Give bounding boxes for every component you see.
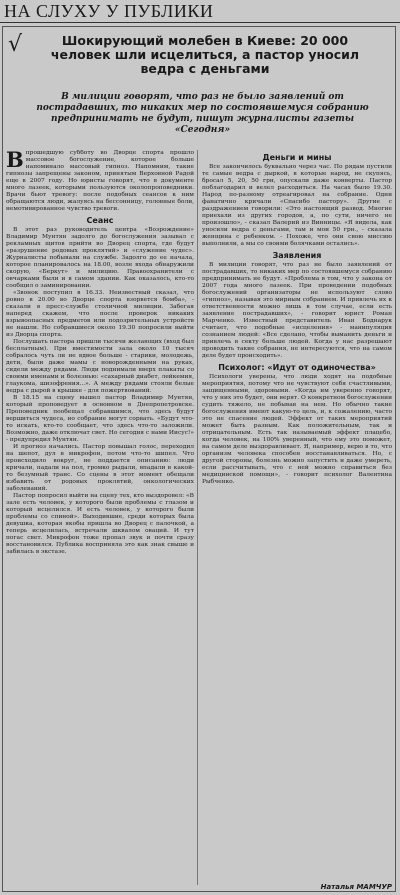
column-left (6, 150, 194, 886)
paragraph: В милиции говорят, что раз не было заявлений от пострадавших, то никаких мер по состоявшемуся собранию предпринимать не будут. «Проблема в том, что у закона от 2007 года много лазеек. При проведении подобных богослужений организаторы не используют слово «гипноз», называя это мирным собранием. И привлечь их к ответственности можно лишь в том случае, если есть заявление пострадавших», - говорит юрист Роман Марченко. Известный представитель Иван Боднарук считает, что подобные «исцеления» - манипуляция сознанием людей: «Все сделано, чтобы выманить деньги и привлечь в секту больше людей. Когда у нас разрешают проводить такие собрания, не интересуются, что на самом деле будет происходить». (202, 262, 392, 359)
paragraph: Психологи уверены, что люди ходят на подобные мероприятия, потому что не чувствуют себя счастливыми, защищенными, здоровыми. «Когда им уверенно говорят, что у них это будет, они верят. О конкретном богослужении судить тяжело, не побывав на нем. Но обычно такие богослужения имеют какую-то цель, и, к сожалению, часто это не спасение людей. Эффект от таких мероприятий может быть разным. Как положительным, так и отрицательным. Есть так называемый эффект плацебо, когда человек, на 100% уверенный, что ему это поможет, на самом деле выздоравливает. Я, например, верю в то, что организм человека способен восстанавливаться. Но, с другой стороны, болезнь можно запустить и даже умереть, если рассчитывать, что с ней можно справиться без медицинской помощи», - говорит психолог Валентина Рыбченко. (202, 374, 392, 485)
paragraph: В 18.15 на сцену вышел пастор Владимир Мунтян, который проповедует в основном в Днепропетровске. Проповедник пообещал собравшимся, что здесь будут вершиться чудеса, но собрание могут сорвать. «Будут что-то искать, кто-то сообщает, что здесь что-то заложили. Возможно, даже отключат свет. Но сегодня с нами Иисус!» - предупредил Мунтян. (6, 395, 194, 443)
drop-cap: В (6, 150, 24, 172)
paragraph: В этот раз руководитель центра «Возрождение» Владимир Мунтян задолго до богослужения зазывал с рекламных щитов прийти во Дворец спорта, где будут «разрушение родовых проклятий» и «служение чудес». Журналисты побывали на службе. Задолго до ее начала, которое планировалось на 18.00, возле входа обнаружили скорую, «Беркут» и милицию. Правоохранители с овчарками были и в самом здании. Как оказалось, кто-то сообщил о заминировании. (6, 227, 194, 289)
section-heading-seans: Сеанс (86, 216, 114, 225)
intro-text: прошедшую субботу во Дворце спорта прошло массовое богослужение, которое больше напоминало массовый гипноз. Напомним, такие гипнозы запрещены законом, принятым Верховной Радой еще в 2007 году. Но юристы говорят, что в документе много лазеек, которыми пользуются околопроповедники. Врачи бьют тревогу: после подобных сеансов к ним обращаются люди, жалуясь на бессонницу, головные боли, немотивированное чувство тревоги. (6, 150, 194, 212)
column-right (202, 150, 392, 872)
section-header-title: НА СЛУХУ У ПУБЛИКИ (4, 1, 214, 21)
section-header (0, 0, 400, 23)
paragraph: «Звонок поступил в 16.33. Неизвестный сказал, что ровно в 20.00 во Дворце спорта взорвется бомба», - сказали в пресс-службе столичной милиции. Забегая наперед скажем, что после проверок никаких взрывоопасных предметов или подозрительных устройств не нашли. Но собравшиеся около 19.30 попросили выйти из Дворца спорта. (6, 290, 194, 338)
section-heading-money: Деньги и мины (262, 153, 332, 162)
intro-paragraph (6, 150, 194, 213)
section-heading-statements: Заявления (272, 251, 322, 260)
column-divider (197, 150, 198, 885)
checkmark-icon: √ (8, 32, 23, 57)
paragraph: Послушать пастора пришли тысячи желающих (вход был бесплатным). При вместимости зала около 10 тысяч собралось чуть ли не вдвое больше - старики, молодежь, дети, были даже мамы с новорожденными на руках, сидели между рядами. Люди поднимали вверх плакаты со своими именами и болезнью: «сахарный диабет, лейкемия, глаукома, шизофрения...». А между рядами стояли белые ведра с дырой в крышке - для пожертвований. (6, 339, 194, 394)
author-byline: Наталья МАМЧУР (320, 883, 392, 891)
paragraph: Пастор попросил выйти на сцену тех, кто выздоровел: «В зале есть человек, у которого были проблемы с глазом и который исцелился. И есть человек, у которого были проблемы со спиной». Выходившие, среди которых была девушка, которая якобы пришла во Дворец с палочкой, а теперь исцелилась, встречали шквалом оваций. И тут погас свет. Микрофон тоже пропал звук и почти сразу восстановился. Публика восприняла это как знак свыше и забилась в экстазе. (6, 493, 194, 555)
article-lead: В милиции говорят, что раз не было заявлений от пострадавших, то никаких мер по состоявшемуся собранию предпринимать не будут, пишут журналисты газеты «Сегодня» (36, 92, 369, 135)
section-heading-psychologist: Психолог: «Идут от одиночества» (218, 363, 376, 372)
paragraph: Все закончилось буквально через час. По рядам пустили те самые ведра с дыркой, в которые народ, не скупясь, бросал 5, 20, 50 грн, опускали даже конверты. Пастор поблагодарил и велел расходиться. На часах было 19.30. Народ по-разному отреагировал на собрание. Одни фанатично кричали «Спасибо пастору». Другие с раздражением говорили: «Это настоящий развод. Многие приехали из других городов, а, по сути, ничего не произошло», - сказал Валерий из Винницы. «Я видела, как уносили ведра с деньгами, там и мои 50 грн., - сказала женщина с ребенком. - Похоже, что они свою миссию выполнили, а мы со своими болячками остались». (202, 164, 392, 247)
paragraph: И прогноз начались. Пастор повышал голос, переходил на шепот, дул в микрофон, потом что-то шипел. Что происходило вокруг, не поддается описанию: люди кричали, падали на пол, громко рыдали, впадали в какой-то безумный транс. Со сцены в этот момент обещали избавить от родовых проклятий, онкологических заболеваний. (6, 444, 194, 492)
article-title: Шокирующий молебен в Киеве: 20 000 человек шли исцелиться, а пастор уносил ведра с деньгами (50, 33, 360, 76)
